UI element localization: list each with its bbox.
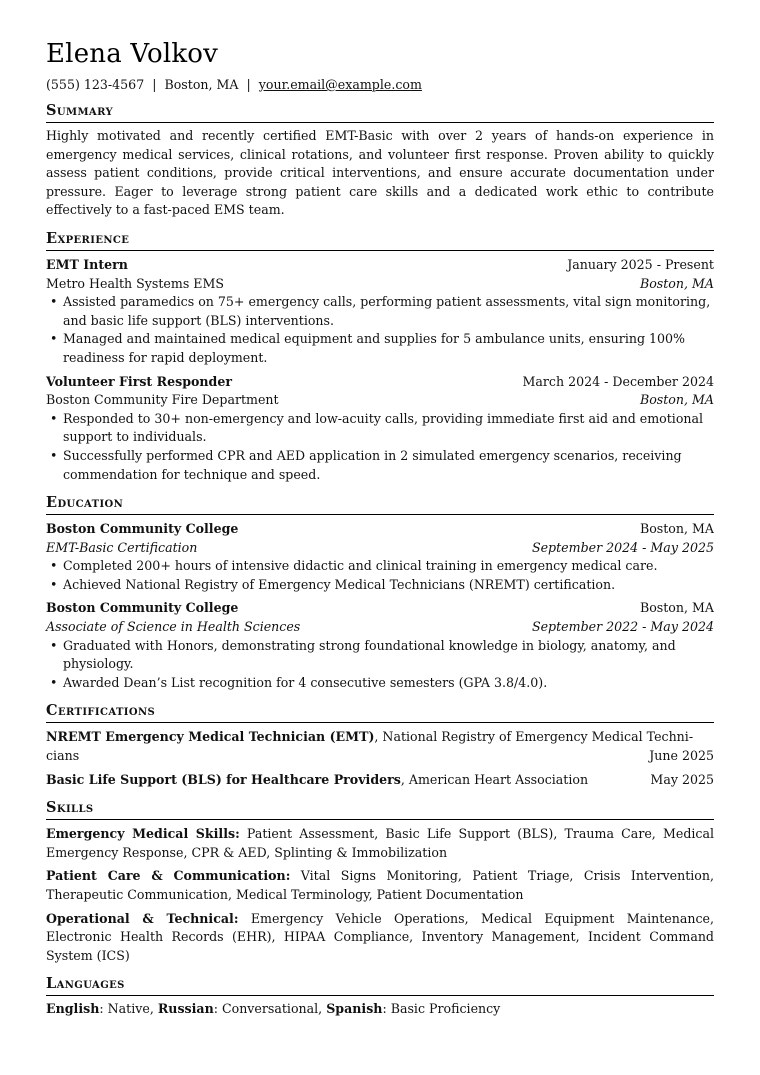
language-level: : Native,	[99, 1001, 158, 1017]
email-link[interactable]: your.email@example.com	[258, 77, 422, 92]
skill-group	[46, 910, 714, 966]
certification-issuer-cont: cians	[46, 748, 80, 764]
bullet-item: • Achieved National Registry of Emergency Medical Technicians (NREMT) certification.	[46, 576, 714, 595]
employer: Metro Health Systems EMS	[46, 275, 225, 291]
bullet-list	[46, 637, 714, 693]
certification-date: May 2025	[650, 771, 714, 787]
candidate-name: Elena Volkov	[46, 39, 219, 69]
certifications-heading: Certifications	[46, 701, 714, 723]
bullet-item: • Awarded Dean’s List recognition for 4 consecutive semesters (GPA 3.8/4.0).	[46, 674, 714, 693]
bullet-item: • Successfully performed CPR and AED application in 2 simulated emergency scenarios, receiving commendation for technique and speed.	[46, 447, 714, 484]
job-dates: March 2024 - December 2024	[522, 373, 714, 389]
bullet-item: • Responded to 30+ non-emergency and low-acuity calls, providing immediate first aid and emotional support to individuals.	[46, 410, 714, 447]
education-entry	[46, 599, 714, 692]
skill-label: Patient Care & Communication:	[46, 868, 291, 884]
experience-heading: Experience	[46, 229, 714, 251]
bullet-item: • Completed 200+ hours of intensive didactic and clinical training in emergency medical care.	[46, 557, 714, 576]
certification-date: June 2025	[649, 748, 714, 764]
experience-entry	[46, 256, 714, 368]
job-dates: January 2025 - Present	[567, 256, 714, 272]
program-dates: September 2022 - May 2024	[531, 619, 714, 635]
bullet-item: • Assisted paramedics on 75+ emergency calls, performing patient assessments, vital sign monitoring, and basic life support (BLS) interventions.	[46, 293, 714, 330]
skill-label: Operational & Technical:	[46, 910, 239, 926]
job-location: Boston, MA	[639, 392, 714, 408]
phone: (555) 123-4567	[46, 77, 145, 92]
job-location: Boston, MA	[639, 275, 714, 291]
certification-issuer: , American Heart Association	[400, 771, 589, 787]
skill-text: Emergency Vehicle Operations, Medical Equipment Maintenance, Electronic Health Records (EHR), HIPAA Compliance, Inventory Management, Incident Command System (ICS)	[46, 910, 714, 963]
bullet-list	[46, 410, 714, 484]
certification-issuer: , National Registry of Emergency Medical Techni-	[374, 729, 694, 745]
language-name: Russian	[157, 1001, 214, 1017]
experience-entry	[46, 373, 714, 485]
school-location: Boston, MA	[639, 600, 714, 616]
bullet-item: • Graduated with Honors, demonstrating strong foundational knowledge in biology, anatomy, and physiology.	[46, 637, 714, 674]
bullet-list	[46, 293, 714, 367]
certification-entry	[46, 771, 714, 790]
language-level: : Basic Proficiency	[382, 1001, 501, 1017]
languages-heading: Languages	[46, 974, 714, 996]
program-dates: September 2024 - May 2025	[531, 539, 714, 555]
school-name: Boston Community College	[46, 521, 239, 537]
skill-group	[46, 867, 714, 904]
languages-line	[46, 1000, 714, 1019]
bullet-list	[46, 557, 714, 594]
contact-separator: |	[246, 77, 251, 92]
skill-text: Vital Signs Monitoring, Patient Triage, Crisis Intervention, Therapeutic Communication, Medical Terminology, Patient Documentation	[46, 868, 714, 902]
program-name: Associate of Science in Health Sciences	[46, 619, 301, 635]
certification-name: NREMT Emergency Medical Technician (EMT)	[46, 729, 375, 745]
job-title: EMT Intern	[46, 256, 128, 272]
location: Boston, MA	[164, 77, 239, 92]
language-name: Spanish	[326, 1001, 383, 1017]
language-level: : Conversational,	[213, 1001, 327, 1017]
certification-name: Basic Life Support (BLS) for Healthcare Providers	[46, 771, 401, 787]
skill-label: Emergency Medical Skills:	[46, 826, 240, 842]
school-name: Boston Community College	[46, 600, 239, 616]
certification-entry	[46, 728, 714, 765]
employer: Boston Community Fire Department	[46, 392, 279, 408]
program-name: EMT-Basic Certification	[46, 539, 198, 555]
education-entry	[46, 520, 714, 594]
contact-separator: |	[152, 77, 157, 92]
job-title: Volunteer First Responder	[46, 373, 233, 389]
contact-line	[46, 76, 714, 94]
summary-text: Highly motivated and recently certified EMT-Basic with over 2 years of hands-on experience in emergency medical services, clinical rotations, and volunteer first response. Proven ability to quickly assess patient conditions, provide critical interventions, and ensure accurate documentation under pressure. Eager to leverage strong patient care skills and a dedicated work ethic to contribute effectively to a fast-paced EMS team.	[46, 128, 714, 218]
skill-text: Patient Assessment, Basic Life Support (BLS), Trauma Care, Medical Emergency Response, CPR & AED, Splinting & Immobilization	[46, 826, 714, 860]
bullet-item: • Managed and maintained medical equipment and supplies for 5 ambulance units, ensuring 100% readiness for rapid deployment.	[46, 330, 714, 367]
education-heading: Education	[46, 493, 714, 515]
summary-heading: Summary	[46, 101, 714, 123]
language-name: English	[46, 1001, 100, 1017]
skills-heading: Skills	[46, 798, 714, 820]
skill-group	[46, 825, 714, 862]
school-location: Boston, MA	[639, 521, 714, 537]
